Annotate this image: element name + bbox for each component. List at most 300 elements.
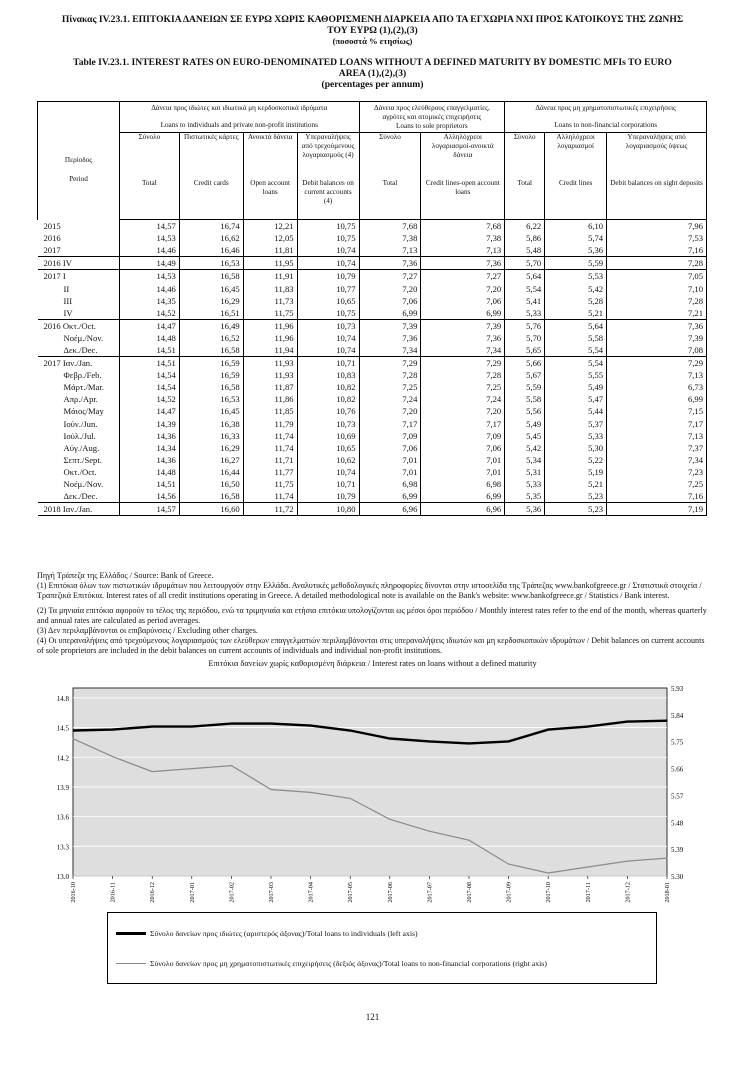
table-row bbox=[38, 332, 707, 344]
rate-cell: 16,29 bbox=[179, 295, 243, 307]
rate-cell: 7,36 bbox=[421, 257, 505, 270]
x-tick-label: 2017-03 bbox=[268, 882, 275, 903]
data-point bbox=[587, 866, 588, 867]
rate-cell: 11,79 bbox=[243, 418, 297, 430]
title-greek-line2: ΤΟΥ ΕΥΡΩ (1),(2),(3) bbox=[327, 25, 418, 36]
rate-cell: 5,76 bbox=[505, 319, 545, 332]
table-row bbox=[38, 405, 707, 417]
data-point bbox=[231, 765, 232, 766]
rate-cell: 16,58 bbox=[179, 344, 243, 357]
col-header-greek: Υπεραναλήψεις από τρεχούμενους λογαριασμούς (4) bbox=[297, 133, 359, 180]
rate-cell: 7,34 bbox=[359, 344, 421, 357]
table-row bbox=[38, 430, 707, 442]
rate-cell: 5,86 bbox=[505, 232, 545, 244]
col-header-english: Debit balances on sight deposits bbox=[607, 179, 707, 220]
rate-cell: 16,58 bbox=[179, 381, 243, 393]
rate-cell: 7,15 bbox=[607, 405, 707, 417]
col-header-greek: Πιστωτικές κάρτες bbox=[179, 133, 243, 180]
legend-swatch-black bbox=[116, 932, 146, 935]
rate-cell: 7,34 bbox=[421, 344, 505, 357]
rate-cell: 6,73 bbox=[607, 381, 707, 393]
x-tick-label: 2017-11 bbox=[584, 882, 592, 903]
rate-cell: 5,21 bbox=[545, 307, 607, 320]
rate-cell: 10,74 bbox=[297, 466, 359, 478]
data-point bbox=[389, 738, 390, 739]
rate-cell: 11,86 bbox=[243, 393, 297, 405]
left-tick-label: 14.2 bbox=[56, 754, 69, 763]
rate-cell: 5,67 bbox=[505, 369, 545, 381]
rate-cell: 7,20 bbox=[359, 405, 421, 417]
left-tick-label: 13.3 bbox=[56, 843, 69, 852]
rate-cell: 7,24 bbox=[421, 393, 505, 405]
rate-cell: 7,24 bbox=[359, 393, 421, 405]
data-point bbox=[152, 726, 153, 727]
rate-cell: 7,06 bbox=[421, 295, 505, 307]
data-point bbox=[627, 860, 628, 861]
x-tick-label: 2016-12 bbox=[149, 882, 157, 903]
rate-cell: 6,99 bbox=[421, 307, 505, 320]
legend-entry-nfc bbox=[116, 959, 547, 968]
period-header: Περίοδος Period bbox=[38, 102, 120, 220]
rate-cell: 11,75 bbox=[243, 307, 297, 320]
rate-cell: 7,28 bbox=[421, 369, 505, 381]
rate-cell: 5,53 bbox=[545, 270, 607, 283]
period-cell: Νοέμ./Nov. bbox=[63, 479, 104, 490]
data-point bbox=[270, 789, 271, 790]
rate-cell: 5,23 bbox=[545, 490, 607, 503]
rate-cell: 5,47 bbox=[545, 393, 607, 405]
rate-cell: 6,99 bbox=[421, 490, 505, 503]
rate-cell: 7,36 bbox=[421, 332, 505, 344]
rate-cell: 10,83 bbox=[297, 369, 359, 381]
table-row bbox=[38, 344, 707, 357]
col-header-greek: Αλληλόχρεοι λογαριασμοί bbox=[545, 133, 607, 180]
data-point bbox=[72, 730, 73, 731]
table-row bbox=[38, 369, 707, 381]
rate-cell: 14,39 bbox=[119, 418, 179, 430]
rate-cell: 11,73 bbox=[243, 295, 297, 307]
rate-cell: 14,47 bbox=[119, 319, 179, 332]
rate-cell: 14,47 bbox=[119, 405, 179, 417]
rate-cell: 7,36 bbox=[607, 319, 707, 332]
rate-cell: 16,62 bbox=[179, 232, 243, 244]
rate-cell: 7,28 bbox=[359, 369, 421, 381]
table-row bbox=[38, 381, 707, 393]
rate-cell: 7,16 bbox=[607, 244, 707, 257]
rate-cell: 7,39 bbox=[421, 319, 505, 332]
rate-cell: 7,06 bbox=[359, 442, 421, 454]
rate-cell: 6,99 bbox=[359, 490, 421, 503]
table-row bbox=[38, 393, 707, 405]
table-row bbox=[38, 307, 707, 320]
right-tick-label: 5.66 bbox=[671, 765, 684, 774]
data-point bbox=[468, 743, 469, 744]
rate-cell: 7,06 bbox=[421, 442, 505, 454]
table-row bbox=[38, 418, 707, 430]
period-cell: Μάρτ./Mar. bbox=[63, 382, 104, 393]
period-cell: Αύγ./Aug. bbox=[63, 442, 100, 453]
left-tick-label: 13.9 bbox=[56, 783, 69, 792]
rate-cell: 16,46 bbox=[179, 244, 243, 257]
notes bbox=[37, 571, 709, 657]
rate-cell: 10,73 bbox=[297, 319, 359, 332]
rate-cell: 16,60 bbox=[179, 503, 243, 516]
rate-cell: 7,20 bbox=[359, 282, 421, 294]
group-nfc-header: Δάνεια προς μη χρηματοπιστωτικές επιχειρήσεις Loans to non-financial corporations bbox=[505, 102, 707, 133]
rate-cell: 7,17 bbox=[359, 418, 421, 430]
rate-cell: 10,82 bbox=[297, 393, 359, 405]
rate-cell: 7,34 bbox=[607, 454, 707, 466]
title-greek-line1: Πίνακας IV.23.1. ΕΠΙΤΟΚΙΑ ΔΑΝΕΙΩΝ ΣΕ ΕΥΡΩ ΧΩΡΙΣ ΚΑΘΟΡΙΣΜΕΝΗ ΔΙΑΡΚΕΙΑ ΑΠΟ ΤΑ ΕΓΧΩΡΙΑ ΝΧΙ ΠΡΟΣ ΚΑΤΟΙΚΟΥΣ ΤΗΣ ΖΩΝΗΣ bbox=[61, 14, 684, 25]
data-point bbox=[310, 792, 311, 793]
table-row bbox=[38, 478, 707, 490]
rate-cell: 5,59 bbox=[505, 381, 545, 393]
x-tick-label: 2017-01 bbox=[188, 882, 196, 903]
left-tick-label: 14.8 bbox=[56, 694, 69, 703]
rate-cell: 14,48 bbox=[119, 332, 179, 344]
rate-cell: 7,09 bbox=[359, 430, 421, 442]
rate-cell: 7,68 bbox=[421, 220, 505, 233]
legend-label-nfc: Σύνολο δανείων προς μη χρηματοπιστωτικές επιχειρήσεις (δεξιός άξονας)/Total loans to non-financial corporations (right axis) bbox=[150, 959, 547, 968]
rate-cell: 10,62 bbox=[297, 454, 359, 466]
right-tick-label: 5.57 bbox=[671, 792, 684, 801]
rate-cell: 10,74 bbox=[297, 344, 359, 357]
rate-cell: 5,41 bbox=[505, 295, 545, 307]
rate-cell: 7,39 bbox=[359, 319, 421, 332]
rate-cell: 14,46 bbox=[119, 282, 179, 294]
rate-cell: 7,10 bbox=[607, 282, 707, 294]
legend-swatch-gray bbox=[116, 963, 146, 964]
rate-cell: 5,34 bbox=[505, 454, 545, 466]
rate-cell: 16,27 bbox=[179, 454, 243, 466]
period-cell: III bbox=[63, 295, 73, 306]
rate-cell: 11,91 bbox=[243, 270, 297, 283]
rate-cell: 16,59 bbox=[179, 357, 243, 370]
data-point bbox=[72, 738, 73, 739]
rate-cell: 7,09 bbox=[421, 430, 505, 442]
table-row bbox=[38, 503, 707, 516]
rate-cell: 16,50 bbox=[179, 478, 243, 490]
title-greek-unit: (ποσοστά % ετησίως) bbox=[332, 36, 413, 46]
data-point bbox=[310, 725, 311, 726]
rate-cell: 7,38 bbox=[421, 232, 505, 244]
period-cell: Ιούν./Jun. bbox=[63, 418, 98, 429]
rate-cell: 6,98 bbox=[359, 478, 421, 490]
rate-cell: 14,54 bbox=[119, 369, 179, 381]
rate-cell: 5,42 bbox=[545, 282, 607, 294]
period-cell: Σεπτ./Sept. bbox=[63, 454, 102, 465]
rate-cell: 14,52 bbox=[119, 307, 179, 320]
rate-cell: 7,13 bbox=[607, 369, 707, 381]
rate-cell: 11,71 bbox=[243, 454, 297, 466]
col-header-english: Total bbox=[505, 179, 545, 220]
rate-cell: 11,72 bbox=[243, 503, 297, 516]
rate-cell: 7,06 bbox=[359, 295, 421, 307]
rate-cell: 14,51 bbox=[119, 357, 179, 370]
footnote-2: (2) Τα μηνιαία επιτόκια αφορούν το τέλος της περιόδου, ενώ τα τριμηνιαία και ετήσια επιτόκια υπολογίζονται ως μέσοι όροι περιόδου / Monthly interest rates refer to the end of the month, whereas quarterly and annual rates are calculated as period averages. bbox=[37, 605, 707, 625]
rate-cell: 16,53 bbox=[179, 257, 243, 270]
rate-cell: 14,34 bbox=[119, 442, 179, 454]
rate-cell: 7,39 bbox=[607, 332, 707, 344]
rate-cell: 10,74 bbox=[297, 244, 359, 257]
rate-cell: 7,13 bbox=[421, 244, 505, 257]
rate-cell: 16,51 bbox=[179, 307, 243, 320]
rate-cell: 16,59 bbox=[179, 369, 243, 381]
data-point bbox=[548, 872, 549, 873]
col-header-english: Debit balances on current accounts (4) bbox=[297, 179, 359, 220]
rate-cell: 6,99 bbox=[607, 393, 707, 405]
table-row bbox=[38, 466, 707, 478]
col-header-english: Total bbox=[359, 179, 421, 220]
x-tick-label: 2017-04 bbox=[307, 882, 315, 903]
rate-cell: 7,17 bbox=[421, 418, 505, 430]
rate-cell: 5,42 bbox=[505, 442, 545, 454]
rate-cell: 14,36 bbox=[119, 430, 179, 442]
source-note: Πηγή Τράπεζα της Ελλάδος / Source: Bank of Greece. bbox=[37, 571, 214, 580]
period-cell: 2016 bbox=[43, 233, 61, 244]
rate-cell: 14,36 bbox=[119, 454, 179, 466]
table-row bbox=[38, 220, 707, 233]
line-chart bbox=[0, 680, 745, 910]
rate-cell: 14,49 bbox=[119, 257, 179, 270]
period-cell: 2016 Οκτ./Oct. bbox=[38, 319, 120, 332]
rate-cell: 6,99 bbox=[359, 307, 421, 320]
rate-cell: 16,33 bbox=[179, 430, 243, 442]
rate-cell: 5,64 bbox=[545, 319, 607, 332]
rate-cell: 5,74 bbox=[545, 232, 607, 244]
rate-cell: 14,53 bbox=[119, 232, 179, 244]
period-cell: 2017 I bbox=[38, 270, 120, 283]
rate-cell: 11,83 bbox=[243, 282, 297, 294]
rate-cell: 6,22 bbox=[505, 220, 545, 233]
rate-cell: 5,54 bbox=[505, 282, 545, 294]
footnote-4: (4) Οι υπεραναλήψεις από τρεχούμενους λογαριασμούς των ελεύθερων επαγγελματιών περιλαμβάνονται στις υπεραναλήψεις ιδιωτών και μη κερδοσκοπικών ιδρυμάτων / Debit balances on current accounts of sole proprietors are included in the debit balances on current accounts of individuals and individual non-profit institutions. bbox=[37, 636, 705, 656]
rate-cell: 14,56 bbox=[119, 490, 179, 503]
rate-cell: 5,48 bbox=[505, 244, 545, 257]
title-english-line1: Table IV.23.1. INTEREST RATES ON EURO-DENOMINATED LOANS WITHOUT A DEFINED MATURITY BY DOMESTIC MFIs TO EURO bbox=[73, 57, 672, 68]
chart-title: Επιτόκια δανείων χωρίς καθορισμένη διάρκεια / Interest rates on loans without a defined maturity bbox=[208, 659, 537, 668]
period-cell: II bbox=[63, 283, 70, 294]
rate-cell: 5,58 bbox=[545, 332, 607, 344]
rate-cell: 6,96 bbox=[421, 503, 505, 516]
rate-cell: 5,31 bbox=[505, 466, 545, 478]
title-english-unit: (percentages per annum) bbox=[321, 79, 424, 90]
rate-cell: 5,54 bbox=[545, 357, 607, 370]
rate-cell: 11,74 bbox=[243, 430, 297, 442]
col-header-greek: Σύνολο bbox=[119, 133, 179, 180]
rate-cell: 10,77 bbox=[297, 282, 359, 294]
period-cell: 2016 IV bbox=[38, 257, 120, 270]
rate-cell: 5,35 bbox=[505, 490, 545, 503]
rate-cell: 11,87 bbox=[243, 381, 297, 393]
col-header-greek: Σύνολο bbox=[505, 133, 545, 180]
rate-cell: 10,75 bbox=[297, 232, 359, 244]
rate-cell: 10,76 bbox=[297, 405, 359, 417]
rate-cell: 14,54 bbox=[119, 381, 179, 393]
rate-cell: 5,30 bbox=[545, 442, 607, 454]
rate-cell: 11,77 bbox=[243, 466, 297, 478]
right-tick-label: 5.48 bbox=[671, 819, 684, 828]
right-tick-label: 5.84 bbox=[671, 711, 684, 720]
table-body bbox=[38, 220, 707, 516]
rate-cell: 5,64 bbox=[505, 270, 545, 283]
rate-cell: 10,65 bbox=[297, 295, 359, 307]
rate-cell: 5,49 bbox=[505, 418, 545, 430]
rate-cell: 10,65 bbox=[297, 442, 359, 454]
left-tick-label: 14.5 bbox=[56, 724, 69, 733]
table-row bbox=[38, 319, 707, 332]
rate-cell: 7,01 bbox=[359, 466, 421, 478]
data-point bbox=[468, 840, 469, 841]
period-cell: 2018 Ιαν./Jan. bbox=[38, 503, 120, 516]
period-cell: 2017 bbox=[43, 245, 61, 256]
rate-cell: 5,58 bbox=[505, 393, 545, 405]
rate-cell: 10,73 bbox=[297, 418, 359, 430]
rate-cell: 14,57 bbox=[119, 220, 179, 233]
rate-cell: 10,80 bbox=[297, 503, 359, 516]
period-cell: Νοέμ./Nov. bbox=[63, 332, 104, 343]
x-tick-label: 2016-11 bbox=[109, 882, 117, 903]
rate-cell: 5,49 bbox=[545, 381, 607, 393]
right-tick-label: 5.39 bbox=[671, 846, 684, 855]
rate-cell: 5,23 bbox=[545, 503, 607, 516]
col-header-english: Open account loans bbox=[243, 179, 297, 220]
rate-cell: 7,01 bbox=[359, 454, 421, 466]
period-cell: Δεκ./Dec. bbox=[63, 491, 98, 502]
left-tick-label: 13.0 bbox=[56, 873, 69, 881]
data-point bbox=[152, 771, 153, 772]
table-row bbox=[38, 232, 707, 244]
rate-cell: 11,75 bbox=[243, 478, 297, 490]
x-tick-label: 2017-10 bbox=[545, 882, 553, 903]
table-row bbox=[38, 442, 707, 454]
period-cell: 2015 bbox=[43, 220, 61, 231]
rate-cell: 5,65 bbox=[505, 344, 545, 357]
rate-cell: 7,13 bbox=[607, 430, 707, 442]
chart-legend bbox=[107, 912, 657, 984]
rate-cell: 5,33 bbox=[505, 307, 545, 320]
x-tick-label: 2017-08 bbox=[466, 882, 473, 903]
rate-cell: 5,28 bbox=[545, 295, 607, 307]
rate-cell: 5,33 bbox=[505, 478, 545, 490]
rate-cell: 14,51 bbox=[119, 478, 179, 490]
data-point bbox=[231, 723, 232, 724]
table-row bbox=[38, 244, 707, 257]
table-row bbox=[38, 282, 707, 294]
rate-cell: 7,29 bbox=[421, 357, 505, 370]
footnote-3: (3) Δεν περιλαμβάνονται οι επιβαρύνσεις / Excluding other charges. bbox=[37, 626, 258, 636]
rate-cell: 11,95 bbox=[243, 257, 297, 270]
rate-cell: 5,70 bbox=[505, 332, 545, 344]
col-header-greek: Αλληλόχρεοι λογαριασμοί-ανοικτά δάνεια bbox=[421, 133, 505, 180]
rate-cell: 11,85 bbox=[243, 405, 297, 417]
rate-cell: 11,93 bbox=[243, 369, 297, 381]
rate-cell: 5,37 bbox=[545, 418, 607, 430]
data-point bbox=[191, 726, 192, 727]
table-row bbox=[38, 357, 707, 370]
rate-cell: 5,36 bbox=[505, 503, 545, 516]
col-header-greek: Σύνολο bbox=[359, 133, 421, 180]
rate-cell: 6,96 bbox=[359, 503, 421, 516]
rate-cell: 11,74 bbox=[243, 490, 297, 503]
rate-cell: 7,08 bbox=[607, 344, 707, 357]
data-point bbox=[508, 741, 509, 742]
period-cell: Μάιος/May bbox=[63, 406, 104, 417]
rate-cell: 7,38 bbox=[359, 232, 421, 244]
rate-cell: 16,38 bbox=[179, 418, 243, 430]
rate-cell: 11,93 bbox=[243, 357, 297, 370]
rate-cell: 11,96 bbox=[243, 319, 297, 332]
rate-cell: 5,70 bbox=[505, 257, 545, 270]
data-point bbox=[627, 721, 628, 722]
rate-cell: 14,57 bbox=[119, 503, 179, 516]
rate-cell: 5,45 bbox=[505, 430, 545, 442]
x-tick-label: 2016-10 bbox=[70, 882, 77, 903]
rate-cell: 7,25 bbox=[421, 381, 505, 393]
rate-cell: 5,44 bbox=[545, 405, 607, 417]
rate-cell: 11,81 bbox=[243, 244, 297, 257]
rate-cell: 7,20 bbox=[421, 282, 505, 294]
period-cell: Δεκ./Dec. bbox=[63, 344, 98, 355]
rate-cell: 5,33 bbox=[545, 430, 607, 442]
rate-cell: 5,22 bbox=[545, 454, 607, 466]
rate-cell: 16,53 bbox=[179, 393, 243, 405]
data-point bbox=[350, 730, 351, 731]
rate-cell: 5,19 bbox=[545, 466, 607, 478]
rate-cell: 5,21 bbox=[545, 478, 607, 490]
rate-cell: 10,69 bbox=[297, 430, 359, 442]
period-cell: Οκτ./Oct. bbox=[63, 466, 97, 477]
plot-area bbox=[73, 688, 667, 876]
rate-cell: 14,48 bbox=[119, 466, 179, 478]
x-tick-label: 2017-12 bbox=[624, 882, 632, 903]
rate-cell: 10,82 bbox=[297, 381, 359, 393]
rate-cell: 10,75 bbox=[297, 220, 359, 233]
data-point bbox=[191, 768, 192, 769]
period-cell: 2017 Ιαν./Jan. bbox=[38, 357, 120, 370]
rate-cell: 7,29 bbox=[607, 357, 707, 370]
right-tick-label: 5.30 bbox=[671, 873, 684, 881]
x-tick-label: 2017-07 bbox=[426, 882, 434, 903]
table-row bbox=[38, 454, 707, 466]
rate-cell: 7,17 bbox=[607, 418, 707, 430]
x-tick-label: 2017-02 bbox=[228, 882, 236, 903]
group-individuals-header: Δάνεια προς ιδιώτες και ιδιωτικά μη κερδοσκοπικά ιδρύματα Loans to individuals and private non-profit institutions bbox=[119, 102, 359, 133]
rate-cell: 7,96 bbox=[607, 220, 707, 233]
period-cell: Απρ./Apr. bbox=[63, 394, 98, 405]
rate-cell: 7,53 bbox=[607, 232, 707, 244]
rate-cell: 10,74 bbox=[297, 257, 359, 270]
interest-rates-table bbox=[37, 101, 707, 516]
rate-cell: 7,20 bbox=[421, 405, 505, 417]
period-cell: IV bbox=[63, 307, 73, 318]
rate-cell: 5,36 bbox=[545, 244, 607, 257]
data-point bbox=[112, 756, 113, 757]
rate-cell: 7,37 bbox=[607, 442, 707, 454]
data-point bbox=[389, 819, 390, 820]
data-point bbox=[666, 720, 667, 721]
page-number: 121 bbox=[365, 1012, 380, 1022]
left-tick-label: 13.6 bbox=[56, 813, 69, 822]
rate-cell: 7,36 bbox=[359, 332, 421, 344]
rate-cell: 7,27 bbox=[359, 270, 421, 283]
rate-cell: 7,13 bbox=[359, 244, 421, 257]
rate-cell: 10,75 bbox=[297, 307, 359, 320]
rate-cell: 7,21 bbox=[607, 307, 707, 320]
rate-cell: 14,52 bbox=[119, 393, 179, 405]
rate-cell: 6,10 bbox=[545, 220, 607, 233]
data-point bbox=[429, 831, 430, 832]
